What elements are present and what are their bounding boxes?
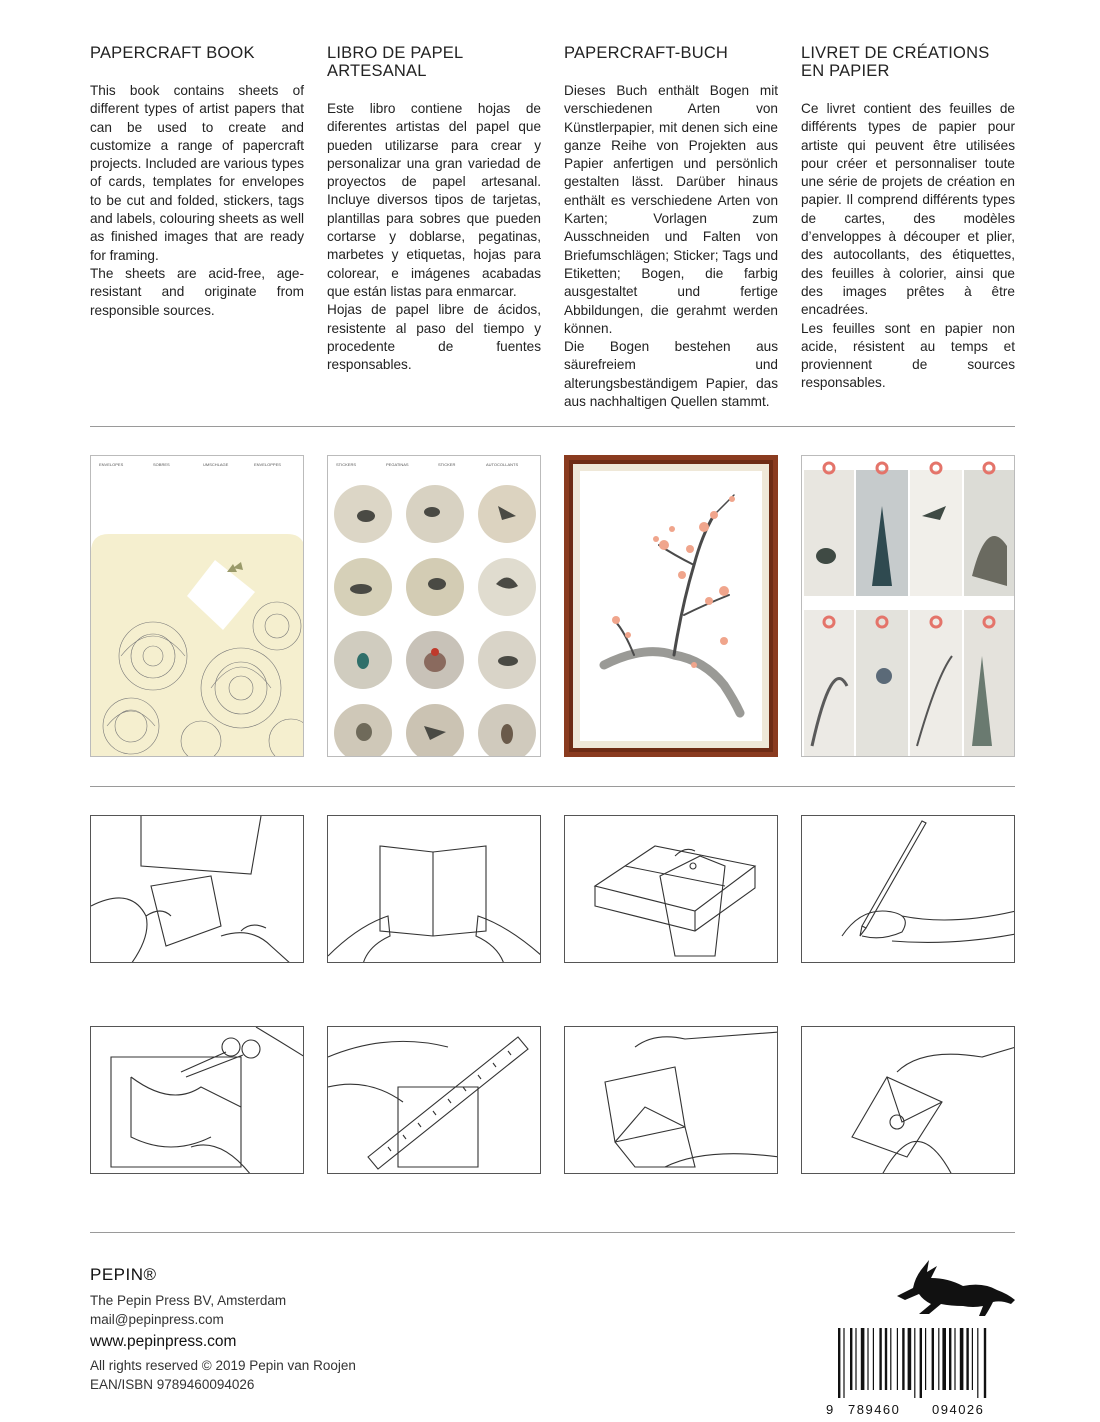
framed-blossom-illustration (564, 455, 778, 757)
instruction-folding-envelope (564, 1026, 778, 1174)
divider (90, 786, 1015, 787)
hands-tearing-sheet-icon (91, 816, 304, 963)
sticker-label: STICKER (438, 462, 456, 467)
instruction-folding-card (327, 815, 541, 963)
hands-sealing-envelope-icon (802, 1027, 1015, 1174)
column-title: LIBRO DE PAPEL ARTESANAL (327, 44, 463, 80)
bird-stickers-illustration (328, 456, 541, 757)
column-body: This book contains sheets of different types of artist papers that can be used to create and customize a range of papercraft projects. Included are various types of cards, templates for envelopes to be cut and folded, stickers, tags and labels, colouring sheets as well as finished images that are ready for framing. (90, 83, 304, 263)
column-body: Dieses Buch enthält Bogen mit verschiedenen Arten von Künstlerpapier, mit denen sich eine ganze Reihe von Projekten aus Papier anfertigen und persönlich gestalten lässt. Darüber hinaus enthält es verschiedene Arten von Karten; Vorlagen zum Ausschneiden und Falten von Briefumschlägen; Sticker; Tags und Etiketten; Bogen, die farbig ausgestaltet und fertige Abbildungen, die gerahmt werden können. (564, 83, 778, 336)
column-title: PAPERCRAFT-BUCH (564, 44, 729, 62)
column-body: Ce livret contient des feuilles de différents types de papier pour artiste qui peuvent être utilisées pour créer et personnaliser toute une série de projets de création en papier. Il comprend différents types de cartes, des modèles d’enveloppes à découper et plier, des autocollants, des étiquettes, des feuilles à colorier, ainsi que des images prêtes à être encadrées. (801, 101, 1015, 318)
ruler-scoring-icon (328, 1027, 541, 1174)
instruction-cutting-envelope (90, 1026, 304, 1174)
column-french (801, 44, 1015, 393)
column-body-2: Hojas de papel libre de ácidos, resistente al paso del tiempo y procedente de fuentes responsables. (327, 302, 541, 373)
publisher-brand: PEPIN® (90, 1265, 157, 1284)
sticker-label: STICKERS (336, 462, 357, 467)
isbn-number: EAN/ISBN 9789460094026 (90, 1377, 255, 1392)
hands-folding-envelope-icon (565, 1027, 778, 1174)
gift-tags-illustration (802, 456, 1015, 757)
column-english (90, 44, 304, 320)
instruction-tag-on-gift (564, 815, 778, 963)
column-german (564, 44, 778, 411)
barcode-first-digit: 9 (826, 1402, 835, 1417)
sticker-label: PEGATINAS (386, 462, 409, 467)
column-body: Este libro contiene hojas de diferentes artistas del papel que pueden utilizarse para crear y personalizar una gran variedad de proyectos de papel artesanal. Incluye diversos tipos de tarjetas, plantillas para sobres que pueden cortarse y doblarse, pegatinas, marbetes y etiquetas, hojas para colorear, e imágenes acabadas que están listas para enmarcar. (327, 101, 541, 299)
envelope-label: SOBRES (153, 462, 170, 467)
scissors-cutting-envelope-icon (91, 1027, 304, 1174)
instruction-colouring (801, 815, 1015, 963)
instruction-sealing-envelope (801, 1026, 1015, 1174)
barcode-digits-right: 094026 (932, 1402, 985, 1417)
publisher-website[interactable]: www.pepinpress.com (90, 1333, 237, 1350)
envelope-label: ENVELOPES (99, 462, 124, 467)
publisher-email[interactable]: mail@pepinpress.com (90, 1312, 224, 1327)
barcode-icon (836, 1328, 1016, 1398)
column-title: PAPERCRAFT BOOK (90, 44, 255, 62)
tags-thumbnail (801, 455, 1015, 757)
envelope-template-thumbnail (90, 455, 304, 757)
envelope-label: ENVELOPPES (254, 462, 281, 467)
hand-drawing-pencil-icon (802, 816, 1015, 963)
divider (90, 426, 1015, 427)
column-body-2: Die Bogen bestehen aus säurefreiem und alterungsbeständigem Papier, das aus nachhaltigen Quellen stammt. (564, 339, 778, 410)
column-spanish (327, 44, 541, 374)
column-body-2: Les feuilles sont en papier non acide, résistent au temps et proviennent de sources responsables. (801, 320, 1015, 391)
gift-box-with-tag-icon (565, 816, 778, 963)
hands-folding-card-icon (328, 816, 541, 963)
instruction-ruler-folding (327, 1026, 541, 1174)
column-title: LIVRET DE CRÉATIONS EN PAPIER (801, 44, 990, 80)
stickers-thumbnail (327, 455, 541, 757)
barcode-digits-left: 789460 (848, 1402, 901, 1417)
envelope-label: UMSCHLAGE (203, 462, 229, 467)
instruction-sheet-tearing (90, 815, 304, 963)
divider (90, 1232, 1015, 1233)
copyright-notice: All rights reserved © 2019 Pepin van Roojen (90, 1358, 356, 1373)
publisher-company: The Pepin Press BV, Amsterdam (90, 1293, 287, 1308)
envelope-illustration (91, 456, 304, 757)
pepin-hare-logo-icon (893, 1260, 1018, 1320)
column-body-2: The sheets are acid-free, age-resistant and originate from responsible sources. (90, 265, 304, 318)
sticker-label: AUTOCOLLANTS (486, 462, 519, 467)
framed-print-thumbnail (564, 455, 778, 757)
